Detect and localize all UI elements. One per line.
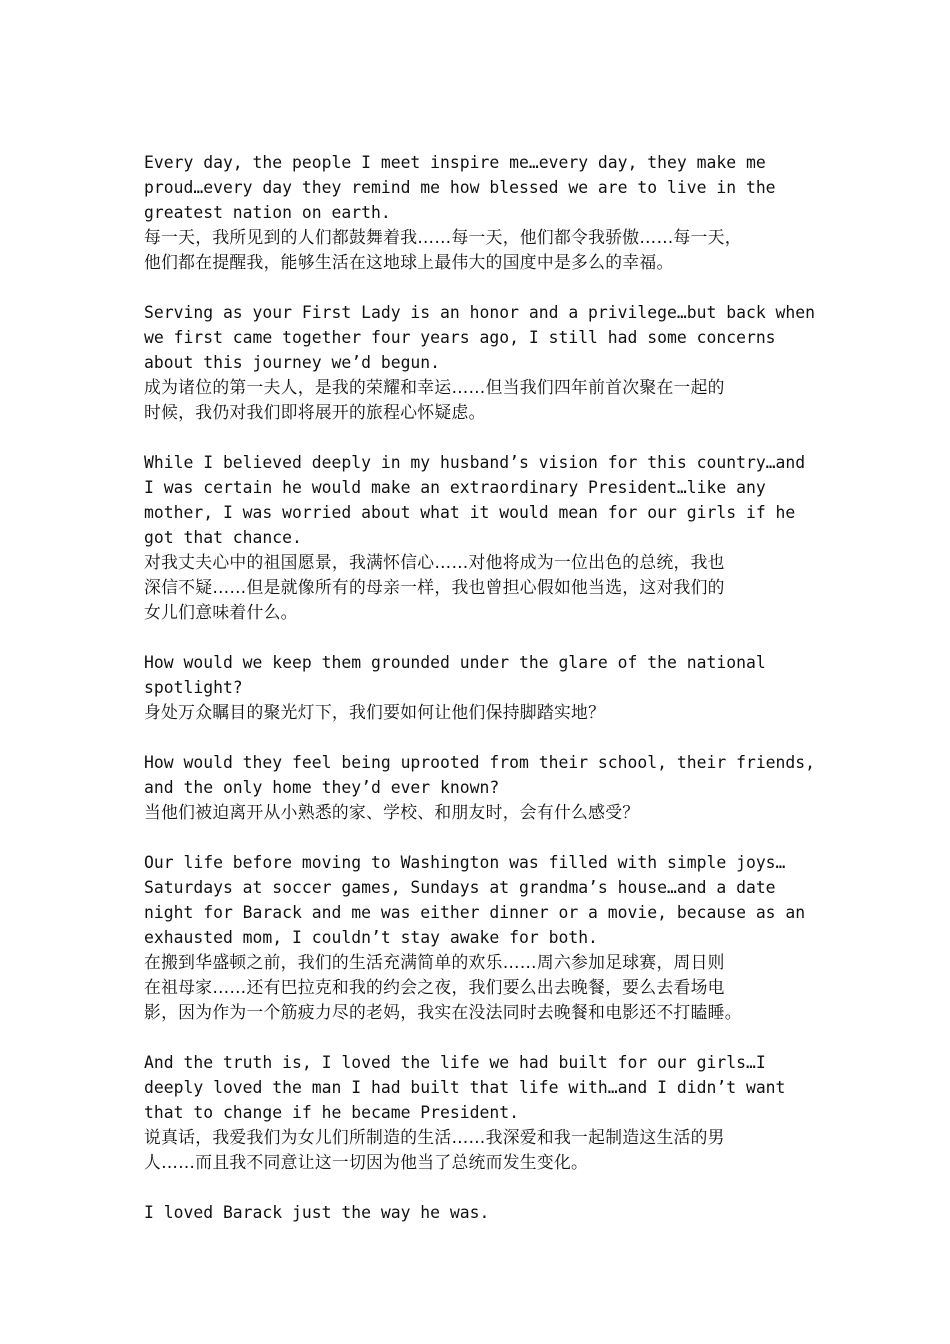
- english-line: And the truth is, I loved the life we had built for our girls…I: [144, 1053, 766, 1072]
- english-line: got that chance.: [144, 528, 302, 547]
- english-line: Serving as your First Lady is an honor and a privilege…but back when: [144, 303, 816, 322]
- chinese-line: 身处万众瞩目的聚光灯下，我们要如何让他们保持脚踏实地？: [144, 702, 606, 722]
- english-line: mother, I was worried about what it would mean for our girls if he: [144, 503, 796, 522]
- paragraph-6: [144, 850, 824, 1025]
- chinese-line: 影，因为作为一个筋疲力尽的老妈，我实在没法同时去晚餐和电影还不打瞌睡。: [144, 1002, 742, 1022]
- chinese-line: 人……而且我不同意让这一切因为他当了总统而发生变化。: [144, 1152, 589, 1172]
- chinese-line: 在搬到华盛顿之前，我们的生活充满简单的欢乐……周六参加足球赛，周日则: [144, 952, 725, 972]
- english-line: that to change if he became President.: [144, 1103, 519, 1122]
- english-line: exhausted mom, I couldn’t stay awake for both.: [144, 928, 598, 947]
- english-line: Our life before moving to Washington was filled with simple joys…: [144, 853, 786, 872]
- english-line: deeply loved the man I had built that life with…and I didn’t want: [144, 1078, 786, 1097]
- english-line: I loved Barack just the way he was.: [144, 1203, 490, 1222]
- chinese-line: 每一天，我所见到的人们都鼓舞着我……每一天，他们都令我骄傲……每一天，: [144, 227, 742, 247]
- english-line: proud…every day they remind me how blessed we are to live in the: [144, 178, 776, 197]
- english-line: greatest nation on earth.: [144, 203, 391, 222]
- chinese-line: 说真话，我爱我们为女儿们所制造的生活……我深爱和我一起制造这生活的男: [144, 1127, 725, 1147]
- english-line: about this journey we’d begun.: [144, 353, 441, 372]
- english-line: Every day, the people I meet inspire me…every day, they make me: [144, 153, 766, 172]
- english-line: How would we keep them grounded under the glare of the national: [144, 653, 766, 672]
- chinese-line: 成为诸位的第一夫人，是我的荣耀和幸运……但当我们四年前首次聚在一起的: [144, 377, 725, 397]
- paragraph-5: [144, 750, 824, 825]
- paragraph-4: [144, 650, 824, 725]
- paragraph-3: [144, 450, 824, 625]
- chinese-line: 对我丈夫心中的祖国愿景，我满怀信心……对他将成为一位出色的总统，我也: [144, 552, 725, 572]
- english-line: I was certain he would make an extraordinary President…like any: [144, 478, 766, 497]
- english-line: While I believed deeply in my husband’s vision for this country…and: [144, 453, 806, 472]
- chinese-line: 在祖母家……还有巴拉克和我的约会之夜，我们要么出去晚餐，要么去看场电: [144, 977, 725, 997]
- paragraph-7: [144, 1050, 824, 1175]
- paragraph-8: [144, 1200, 824, 1225]
- document-body: [144, 150, 824, 1250]
- english-line: night for Barack and me was either dinner or a movie, because as an: [144, 903, 806, 922]
- english-line: How would they feel being uprooted from their school, their friends,: [144, 753, 816, 772]
- chinese-line: 深信不疑……但是就像所有的母亲一样，我也曾担心假如他当选，这对我们的: [144, 577, 725, 597]
- english-line: we first came together four years ago, I still had some concerns: [144, 328, 776, 347]
- paragraph-1: [144, 150, 824, 275]
- chinese-line: 他们都在提醒我，能够生活在这地球上最伟大的国度中是多么的幸福。: [144, 252, 674, 272]
- chinese-line: 时候，我仍对我们即将展开的旅程心怀疑虑。: [144, 402, 486, 422]
- english-line: spotlight?: [144, 678, 243, 697]
- english-line: Saturdays at soccer games, Sundays at grandma’s house…and a date: [144, 878, 776, 897]
- chinese-line: 当他们被迫离开从小熟悉的家、学校、和朋友时，会有什么感受？: [144, 802, 640, 822]
- chinese-line: 女儿们意味着什么。: [144, 602, 298, 622]
- paragraph-2: [144, 300, 824, 425]
- english-line: and the only home they’d ever known?: [144, 778, 500, 797]
